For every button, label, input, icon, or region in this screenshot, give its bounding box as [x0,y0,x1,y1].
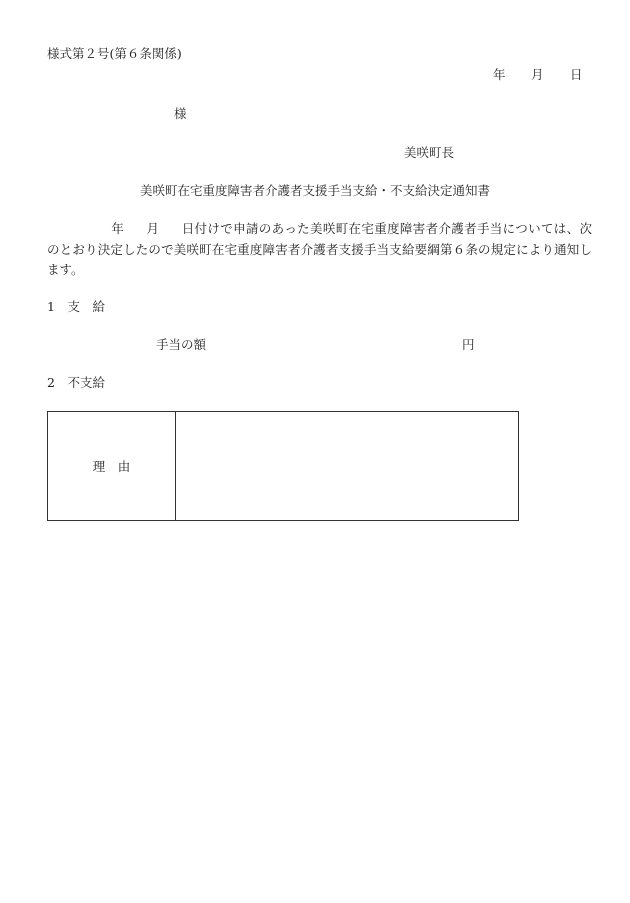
section-nonpayment-heading: 2 不支給 [47,375,105,390]
body-month-label: 月 [146,221,160,236]
date-month-label: 月 [531,67,544,82]
body-text: 日付けで申請のあった美咲町在宅重度障害者介護者手当については、次のとおり決定したので美咲町在宅重度障害者介護者支援手当支給要綱第６条の規定により通知します。 [47,221,592,277]
section-payment-heading: 1 支 給 [47,299,105,314]
date-year-label: 年 [493,67,506,82]
body-year-label: 年 [111,221,125,236]
date-day-label: 日 [570,67,583,82]
issuer-name: 美咲町長 [404,145,455,160]
reason-label-cell [48,412,176,520]
reason-label: 理 由 [92,459,131,474]
reason-value-cell [176,412,518,520]
recipient-honorific: 様 [174,106,187,121]
allowance-amount-unit: 円 [462,337,475,352]
allowance-amount-label: 手当の額 [156,337,207,352]
body-paragraph [47,219,592,281]
reason-table [47,411,519,521]
form-number: 様式第２号(第６条関係) [47,46,182,61]
document-title: 美咲町在宅重度障害者介護者支援手当支給・不支給決定通知書 [139,183,490,198]
